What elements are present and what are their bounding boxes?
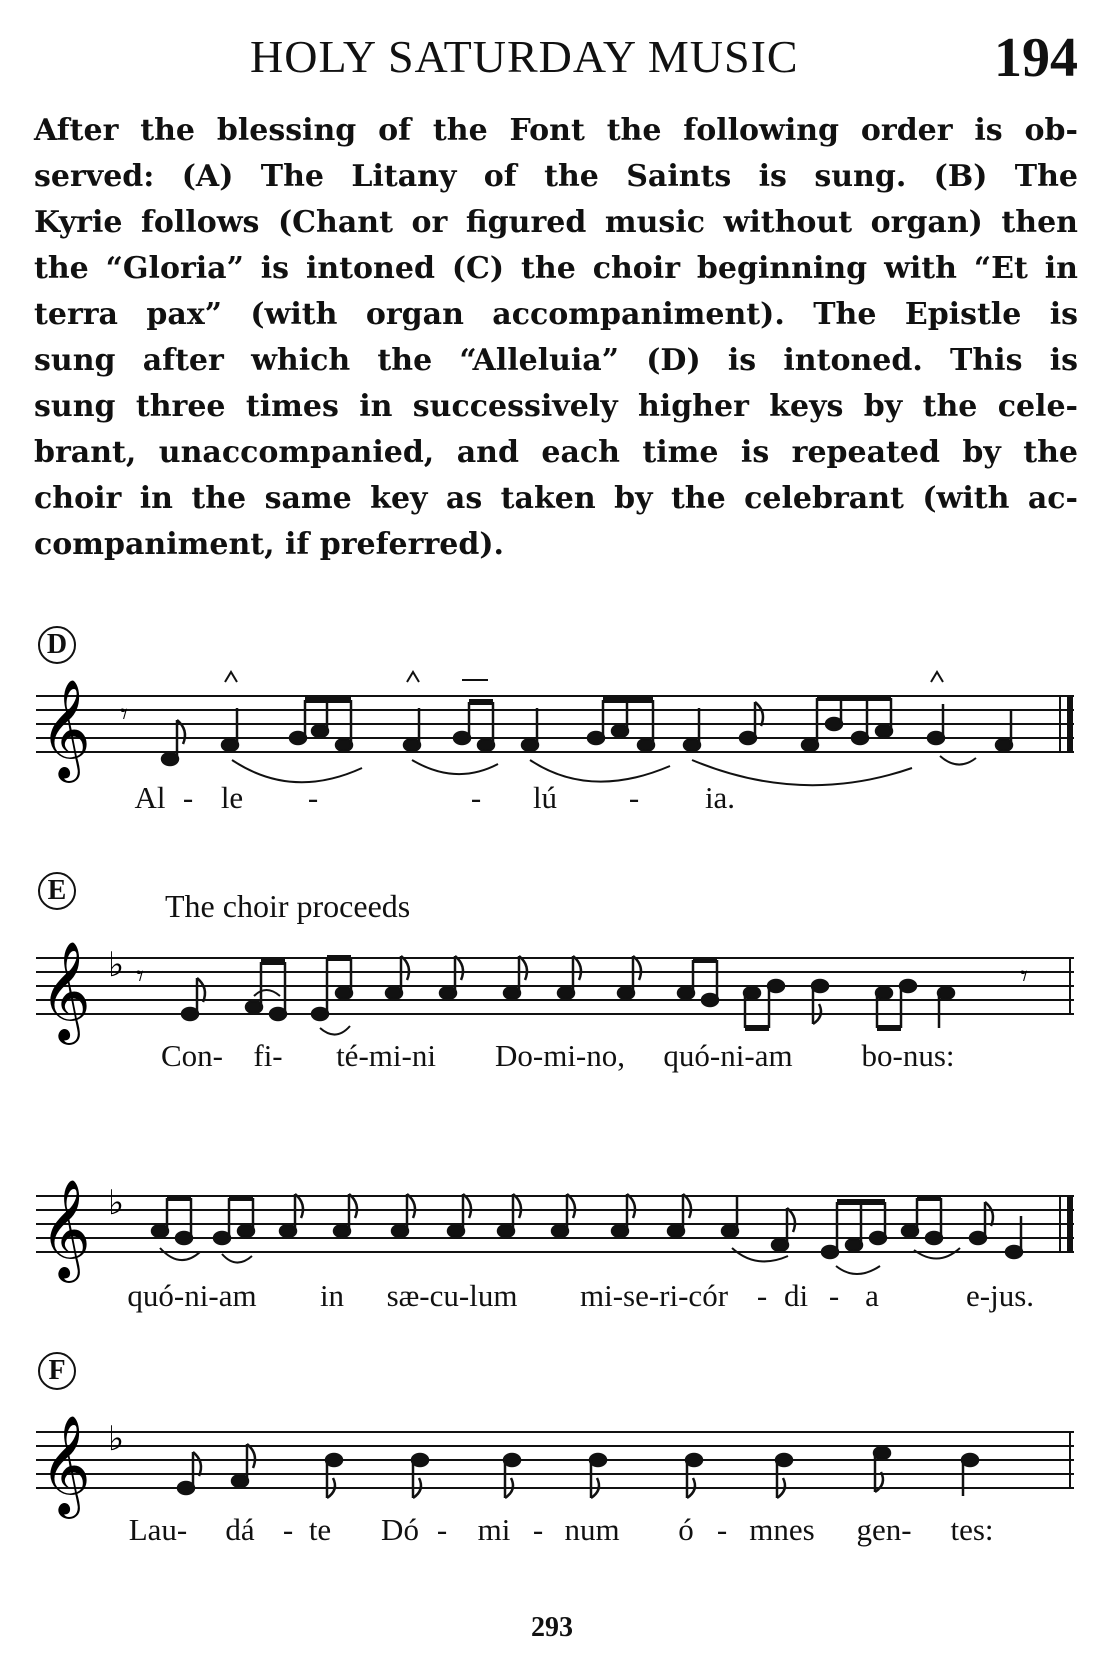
lyric-syllable: dá	[225, 1512, 255, 1547]
treble-clef-icon: 𝄞	[40, 679, 91, 779]
choir-direction: The choir proceeds	[165, 888, 411, 924]
eighth-rest-icon: 𝄾	[136, 959, 144, 994]
lyric-syllable: mi-se-ri-cór	[579, 1278, 729, 1313]
intro-line: brant, unaccompanied, and each time is repeated by the	[34, 435, 1078, 470]
staff-lines	[36, 696, 1074, 752]
lyric-syllable: -	[532, 1512, 544, 1547]
lyric-syllable: in	[319, 1278, 345, 1313]
intro-line: the “Gloria” is intoned (C) the choir beginning with “Et in	[34, 251, 1078, 286]
lyric-syllable: Con-	[161, 1038, 223, 1073]
notes-d	[162, 698, 1012, 765]
lyric-syllable: -	[307, 780, 319, 815]
intro-line: sung after which the “Alleluia” (D) is intoned. This is	[34, 343, 1078, 378]
eighth-rest-icon: 𝄾	[1020, 959, 1028, 994]
lyric-syllable: -	[828, 1278, 840, 1313]
lyric-syllable: Dó	[381, 1512, 419, 1547]
lyric-syllable: ia.	[704, 780, 736, 815]
lyric-syllable: -	[756, 1278, 768, 1313]
eighth-rest-icon: 𝄾	[120, 697, 128, 732]
intro-line: choir in the same key as taken by the celebrant (with ac-	[34, 481, 1078, 516]
page-header	[0, 26, 1104, 96]
notes-e2	[152, 1194, 1022, 1258]
lyric-syllable: num	[564, 1512, 620, 1547]
lyric-syllable: di	[783, 1278, 809, 1313]
page-footer-number: 293	[531, 1612, 573, 1643]
lyrics-f	[0, 1512, 1104, 1552]
section-number: 194	[994, 27, 1078, 89]
treble-clef-icon: 𝄞	[40, 941, 91, 1041]
lyrics-e2	[0, 1278, 1104, 1318]
intro-line: sung three times in successively higher keys by the cele-	[34, 389, 1078, 424]
intro-line: Kyrie follows (Chant or figured music without organ) then	[34, 205, 1078, 240]
lyrics-d	[0, 780, 1104, 820]
treble-clef-icon: 𝄞	[40, 1179, 91, 1279]
section-marker-e: E	[38, 872, 76, 910]
treble-clef-icon: 𝄞	[40, 1415, 91, 1515]
lyric-syllable: quó-ni-am	[663, 1038, 793, 1073]
lyric-syllable: bo-nus:	[861, 1038, 955, 1073]
flat-icon: ♭	[108, 1419, 125, 1459]
notes-f	[178, 1444, 978, 1498]
lyric-syllable: Lau-	[128, 1512, 188, 1547]
lyric-syllable: fi-	[253, 1038, 283, 1073]
lyric-syllable: mnes	[749, 1512, 815, 1547]
section-marker-d: D	[38, 626, 76, 664]
lyrics-e1	[0, 1038, 1104, 1078]
lyric-syllable: e-jus.	[965, 1278, 1035, 1313]
lyric-syllable: mi	[477, 1512, 511, 1547]
flat-icon: ♭	[108, 945, 125, 985]
page-title: HOLY SATURDAY MUSIC	[250, 31, 799, 82]
lyric-syllable: tes:	[950, 1512, 994, 1547]
lyric-syllable: -	[470, 780, 482, 815]
lyric-syllable: Do-mi-no,	[494, 1038, 626, 1073]
lyric-syllable: té-mi-ni	[336, 1038, 436, 1073]
lyric-syllable: -	[716, 1512, 728, 1547]
intro-line: companiment, if preferred).	[34, 527, 504, 562]
flat-icon: ♭	[108, 1183, 125, 1223]
intro-line: After the blessing of the Font the following order is ob-	[34, 113, 1078, 148]
lyric-syllable: -	[182, 780, 194, 815]
lyric-syllable: te	[308, 1512, 332, 1547]
lyric-syllable: gen-	[856, 1512, 912, 1547]
lyric-syllable: ó	[678, 1512, 694, 1547]
notes-e1	[182, 956, 954, 1028]
lyric-syllable: sæ-cu-lum	[386, 1278, 518, 1313]
lyric-syllable: quó-ni-am	[127, 1278, 257, 1313]
lyric-syllable: -	[628, 780, 640, 815]
lyric-syllable: Al	[134, 780, 166, 815]
intro-line: terra pax” (with organ accompaniment). The Epistle is	[34, 297, 1078, 332]
lyric-syllable: a	[865, 1278, 879, 1313]
lyric-syllable: lú	[532, 780, 558, 815]
slurs-d	[225, 672, 976, 785]
intro-line: served: (A) The Litany of the Saints is sung. (B) The	[34, 159, 1078, 194]
intro-paragraph	[34, 108, 1078, 568]
section-marker-f: F	[38, 1352, 76, 1390]
lyric-syllable: -	[282, 1512, 294, 1547]
lyric-syllable: le	[220, 780, 244, 815]
lyric-syllable: -	[436, 1512, 448, 1547]
